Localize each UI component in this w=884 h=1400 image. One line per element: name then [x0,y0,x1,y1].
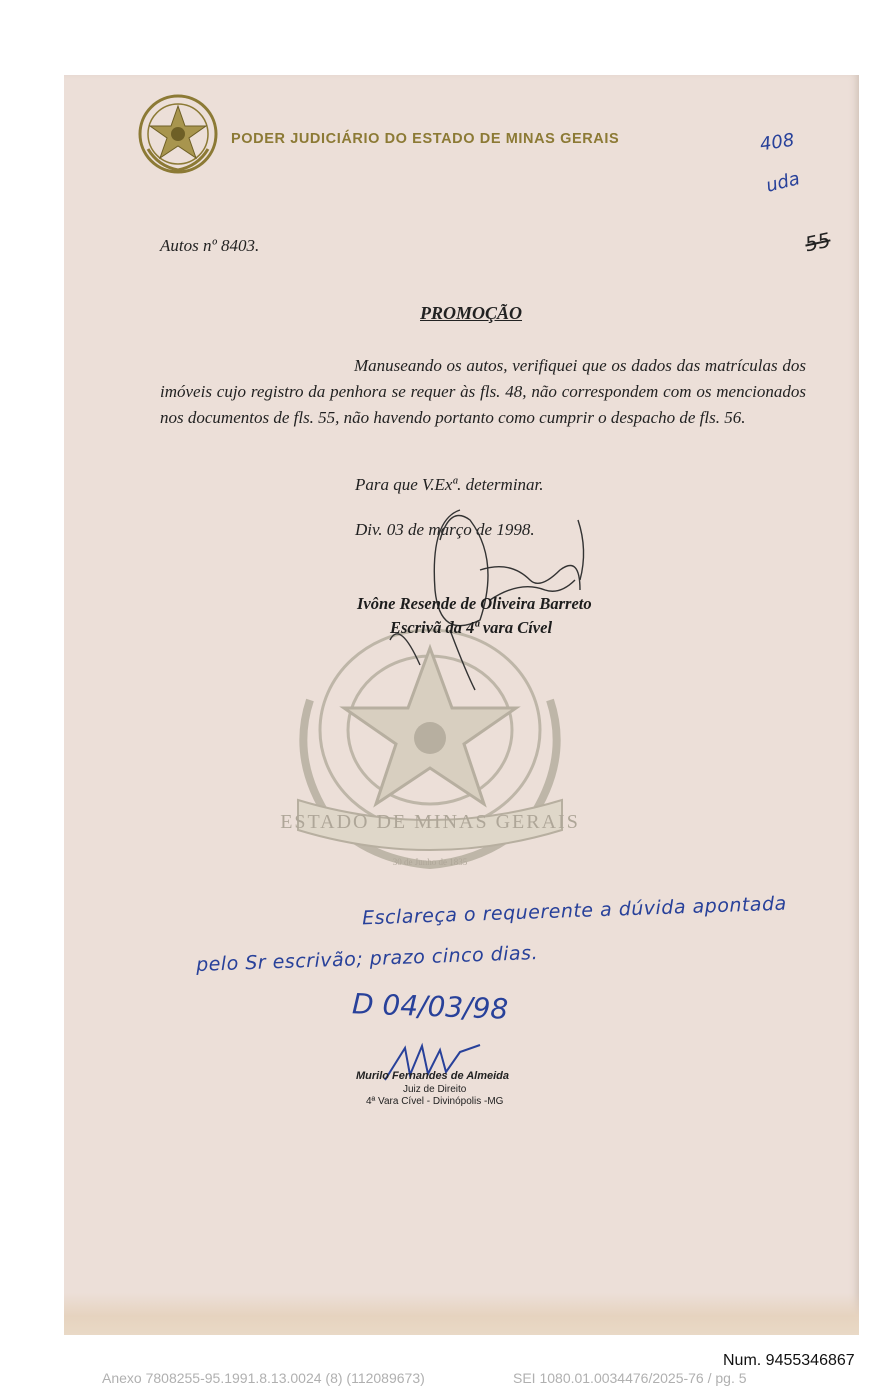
paper-stain [64,1293,859,1335]
judge-court: 4ª Vara Cível - Divinópolis -MG [366,1096,504,1107]
judge-role: Juiz de Direito [403,1084,467,1095]
judge-name: Murilo Fernandes de Almeida [356,1070,510,1082]
footer-annex-id: Anexo 7808255-95.1991.8.13.0024 (8) (112089673) [102,1370,425,1386]
clerk-name: Ivône Resende de Oliveira Barreto [357,594,592,613]
stamp-date-text: 30 de Junho de 1835 [392,857,468,867]
handwritten-page-initials: uda [763,168,802,197]
footer-sei-page: SEI 1080.01.0034476/2025-76 / pg. 5 [513,1370,747,1386]
handwritten-date: D 04/03/98 [351,987,509,1026]
body-text: Manuseando os autos, verifiquei que os dados das matrículas dos imóveis cujo registro da penhora se requer às fls. 48, não correspondem com os mencionados nos documentos de fls. 55, não havendo portanto como cumprir o despacho de fls. 56. [160,356,806,427]
handwritten-page-number: 408 [758,129,796,156]
closing-line: Para que V.Exª. determinar. [355,475,544,494]
handwritten-note-line1: Esclareça o requerente a dúvida apontada [361,892,788,930]
footer-document-number: Num. 9455346867 [723,1352,855,1369]
body-paragraph [160,353,806,431]
stamp-ring-text: ESTADO DE MINAS GERAIS [280,811,580,833]
header-title: PODER JUDICIÁRIO DO ESTADO DE MINAS GERAIS [231,131,620,147]
coat-of-arms-icon [138,94,218,174]
struck-page-number: 55 [802,227,833,257]
document-title: PROMOÇÃO [420,303,523,323]
date-line: Div. 03 de março de 1998. [355,520,535,539]
handwritten-note-line2: pelo Sr escrivão; prazo cinco dias. [195,942,539,976]
case-number: Autos nº 8403. [160,236,260,255]
clerk-role: Escrivã da 4ª vara Cível [390,618,553,637]
